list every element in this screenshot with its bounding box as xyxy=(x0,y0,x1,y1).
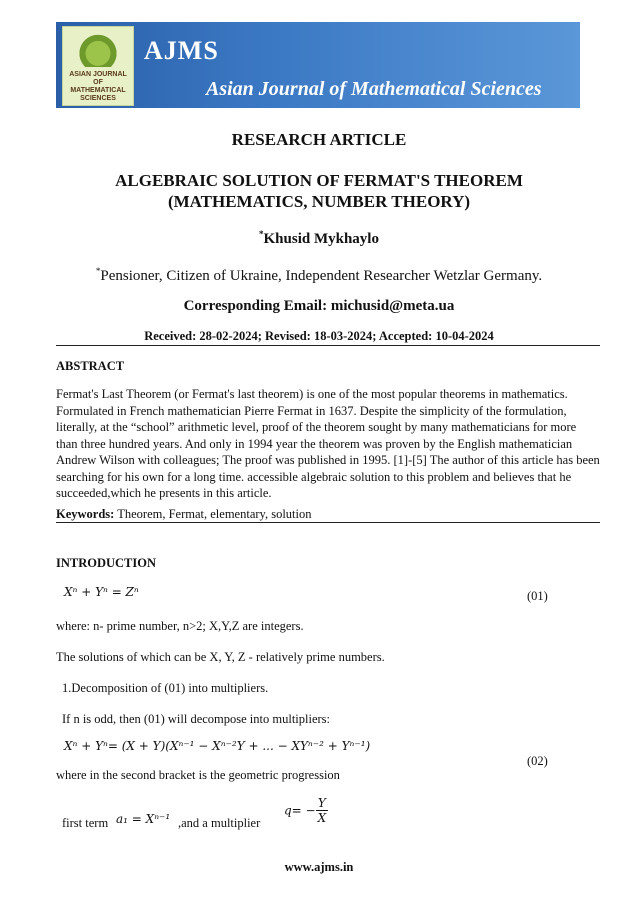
equation-01: Xⁿ + Yⁿ = Zⁿ xyxy=(64,585,139,599)
article-type: RESEARCH ARTICLE xyxy=(231,130,407,149)
first-term-label: first term xyxy=(62,816,109,830)
keywords-line xyxy=(56,506,600,523)
introduction-heading: INTRODUCTION xyxy=(56,556,157,570)
article-title xyxy=(0,170,638,212)
equation-02-number: (02) xyxy=(527,754,548,768)
multiplier-numerator: Y xyxy=(316,796,329,811)
corresponding-email: Corresponding Email: michusid@meta.ua xyxy=(183,298,455,314)
abstract-body: Fermat's Last Theorem (or Fermat's last theorem) is one of the most popular theorems in mathematics. Formulated in French mathematician Pierre Fermat in 1637. Despite the simplicity of the formulation, literally, at the “school” arithmetic level, proof of the theorem sought by many mathematicians for more than three hundred years. And only in 1994 year the theorem was proven by the English mathematician Andrew Wilson with colleagues; The proof was published in 1995. [1]-[5] The author of this article has been searching for his own for a long time. accessible algebraic solution to this problem and believes that he succeeded,which he presents in this article. xyxy=(56,387,600,500)
keywords-label: Keywords: xyxy=(56,507,115,521)
journal-banner xyxy=(56,22,580,108)
affiliation-marker: * xyxy=(95,266,101,276)
article-dates: Received: 28-02-2024; Revised: 18-03-2024; Accepted: 10-04-2024 xyxy=(144,329,494,343)
footer-url: www.ajms.in xyxy=(284,860,354,874)
divider-top xyxy=(56,345,600,346)
journal-name: Asian Journal of Mathematical Sciences xyxy=(206,78,542,100)
multiplier-fraction xyxy=(316,796,329,825)
multiplier-lhs: q= − xyxy=(284,803,316,818)
divider-keywords xyxy=(56,522,600,523)
first-term-expression: a₁ = Xⁿ⁻¹ xyxy=(116,812,171,826)
author-name: Khusid Mykhaylo xyxy=(263,231,379,247)
abstract-heading: ABSTRACT xyxy=(56,359,125,373)
affiliation xyxy=(0,266,638,285)
progression-line: where in the second bracket is the geometric progression xyxy=(56,768,340,782)
equation-02: Xⁿ + Yⁿ= (X + Y)(Xⁿ⁻¹ − Xⁿ⁻²Y + ... − XYⁿ⁻² + Yⁿ⁻¹) xyxy=(64,739,371,753)
author-marker: * xyxy=(259,229,264,239)
author xyxy=(0,229,638,248)
journal-logo xyxy=(62,26,134,106)
multiplier-denominator: X xyxy=(317,811,327,825)
solutions-line: The solutions of which can be X, Y, Z - relatively prime numbers. xyxy=(56,650,385,664)
multiplier-expression xyxy=(284,796,328,825)
odd-n-line: If n is odd, then (01) will decompose into multipliers: xyxy=(62,712,331,726)
logo-text: ASIAN JOURNAL OF MATHEMATICAL SCIENCES xyxy=(69,71,127,102)
logo-emblem-icon xyxy=(75,33,121,67)
keywords-value: Theorem, Fermat, elementary, solution xyxy=(114,507,312,521)
affiliation-text: Pensioner, Citizen of Ukraine, Independent Researcher Wetzlar Germany. xyxy=(100,268,543,284)
journal-abbreviation: AJMS xyxy=(144,36,219,65)
decomposition-line: 1.Decomposition of (01) into multipliers. xyxy=(62,681,269,695)
title-line-2: (MATHEMATICS, NUMBER THEORY) xyxy=(167,192,471,211)
multiplier-label: ,and a multiplier xyxy=(178,816,261,830)
where-line: where: n- prime number, n>2; X,Y,Z are integers. xyxy=(56,619,304,633)
equation-01-number: (01) xyxy=(527,589,548,603)
title-line-1: ALGEBRAIC SOLUTION OF FERMAT'S THEOREM xyxy=(115,171,523,190)
